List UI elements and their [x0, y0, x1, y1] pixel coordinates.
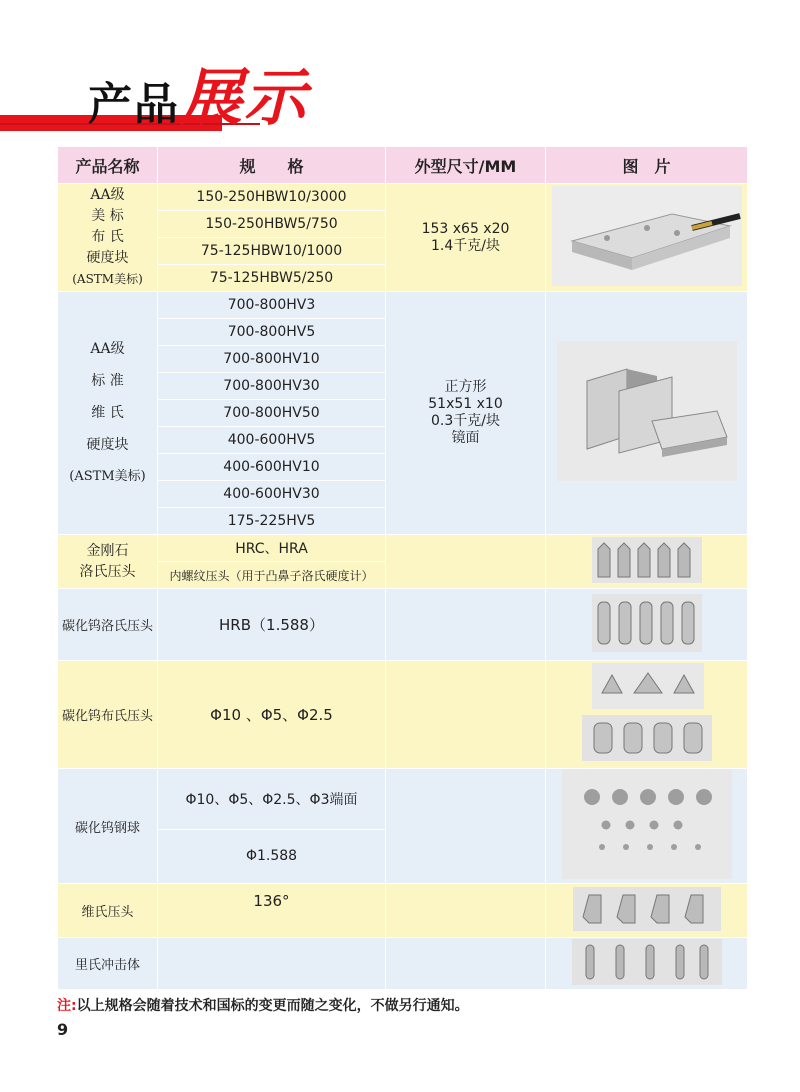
size-brinell [386, 184, 546, 292]
spec-cell: 150-250HBW10/3000 [158, 184, 386, 211]
size-line: 0.3千克/块 [431, 413, 500, 429]
picture-tc-rockwell [546, 589, 748, 661]
size-line: 镜面 [451, 430, 480, 446]
table-row [58, 589, 748, 661]
footnote [57, 995, 469, 1015]
picture-vickers [546, 292, 748, 535]
col-header-name: 产品名称 [58, 147, 158, 184]
spec-cell: 136° [158, 884, 386, 938]
vickers-indenters-image [573, 887, 721, 931]
picture-brinell [546, 184, 748, 292]
size-line: 153 x65 x20 [421, 220, 510, 237]
table-header-row [58, 147, 748, 184]
vickers-blocks-image [557, 341, 737, 481]
picture-tc-brinell [546, 661, 748, 769]
product-table [57, 146, 748, 990]
spec-cell: 75-125HBW10/1000 [158, 238, 386, 265]
spec-cell: 700-800HV50 [158, 400, 386, 427]
table-row [58, 884, 748, 938]
product-name-vickers-indenter: 维氏压头 [58, 884, 158, 938]
picture-vickers-indenter [546, 884, 748, 938]
table-row [58, 292, 748, 319]
diamond-indenters-image [592, 537, 702, 583]
size-line: 51x51 x10 [428, 396, 503, 412]
spec-cell: 400-600HV5 [158, 427, 386, 454]
name-line: 洛氏压头 [79, 563, 136, 580]
size-line: 正方形 [444, 379, 487, 395]
product-name-brinell [58, 184, 158, 292]
page-number: 9 [57, 1020, 69, 1039]
spec-cell: 175-225HV5 [158, 508, 386, 535]
spec-cell: 700-800HV10 [158, 346, 386, 373]
size-empty [386, 661, 546, 769]
spec-empty [158, 938, 386, 990]
name-line: 硬度块 [86, 250, 129, 266]
size-empty [386, 535, 546, 589]
spec-cell: 75-125HBW5/250 [158, 265, 386, 292]
product-name-tc-rockwell: 碳化钨洛氏压头 [58, 589, 158, 661]
tc-brinell-indenters-image [582, 663, 712, 763]
size-empty [386, 769, 546, 884]
spec-cell: HRC、HRA [158, 535, 386, 562]
name-line: (ASTM美标) [72, 272, 143, 286]
product-name-tc-brinell: 碳化钨布氏压头 [58, 661, 158, 769]
name-line: AA级 [90, 341, 125, 357]
name-line: 美 标 [91, 208, 124, 224]
page-title-black: 产品 [88, 79, 180, 130]
product-name-tc-ball: 碳化钨钢球 [58, 769, 158, 884]
name-line: 硬度块 [86, 437, 129, 453]
spec-cell: Φ10、Φ5、Φ2.5、Φ3端面 [158, 769, 386, 830]
spec-cell: 内螺纹压头（用于凸鼻子洛氏硬度计） [158, 562, 386, 589]
footnote-label: 注: [57, 998, 77, 1014]
picture-tc-ball [546, 769, 748, 884]
spec-cell: Φ1.588 [158, 829, 386, 883]
footnote-text: 以上规格会随着技术和国标的变更而随之变化，不做另行通知。 [76, 998, 469, 1014]
page-title [88, 48, 308, 137]
name-line: 标 准 [91, 373, 124, 389]
spec-cell: 400-600HV10 [158, 454, 386, 481]
tc-balls-image [562, 769, 732, 879]
product-name-vickers [58, 292, 158, 535]
spec-cell: 400-600HV30 [158, 481, 386, 508]
spec-cell: 150-250HBW5/750 [158, 211, 386, 238]
size-line: 1.4千克/块 [431, 237, 500, 254]
size-vickers [386, 292, 546, 535]
col-header-spec: 规 格 [158, 147, 386, 184]
table-row [58, 938, 748, 990]
product-name-leeb: 里氏冲击体 [58, 938, 158, 990]
col-header-size: 外型尺寸/MM [386, 147, 546, 184]
name-line: 金刚石 [86, 542, 129, 559]
spec-cell: 700-800HV3 [158, 292, 386, 319]
name-line: AA级 [90, 187, 125, 203]
brinell-block-image [552, 186, 742, 286]
size-empty [386, 589, 546, 661]
col-header-picture: 图 片 [546, 147, 748, 184]
leeb-impact-bodies-image [572, 939, 722, 985]
tc-rockwell-indenters-image [592, 594, 702, 652]
spec-cell: 700-800HV5 [158, 319, 386, 346]
table-row [58, 535, 748, 562]
table-row [58, 661, 748, 769]
spec-cell: Φ10 、Φ5、Φ2.5 [158, 661, 386, 769]
name-line: 布 氏 [91, 229, 124, 245]
spec-cell: 700-800HV30 [158, 373, 386, 400]
spec-cell: HRB（1.588） [158, 589, 386, 661]
name-line: 维 氏 [91, 405, 124, 421]
product-name-diamond [58, 535, 158, 589]
name-line: (ASTM美标) [69, 469, 146, 484]
size-empty [386, 938, 546, 990]
table-row [58, 769, 748, 830]
table-row [58, 184, 748, 211]
size-empty [386, 884, 546, 938]
page-title-red: 展示 [180, 61, 309, 134]
picture-leeb [546, 938, 748, 990]
picture-diamond [546, 535, 748, 589]
